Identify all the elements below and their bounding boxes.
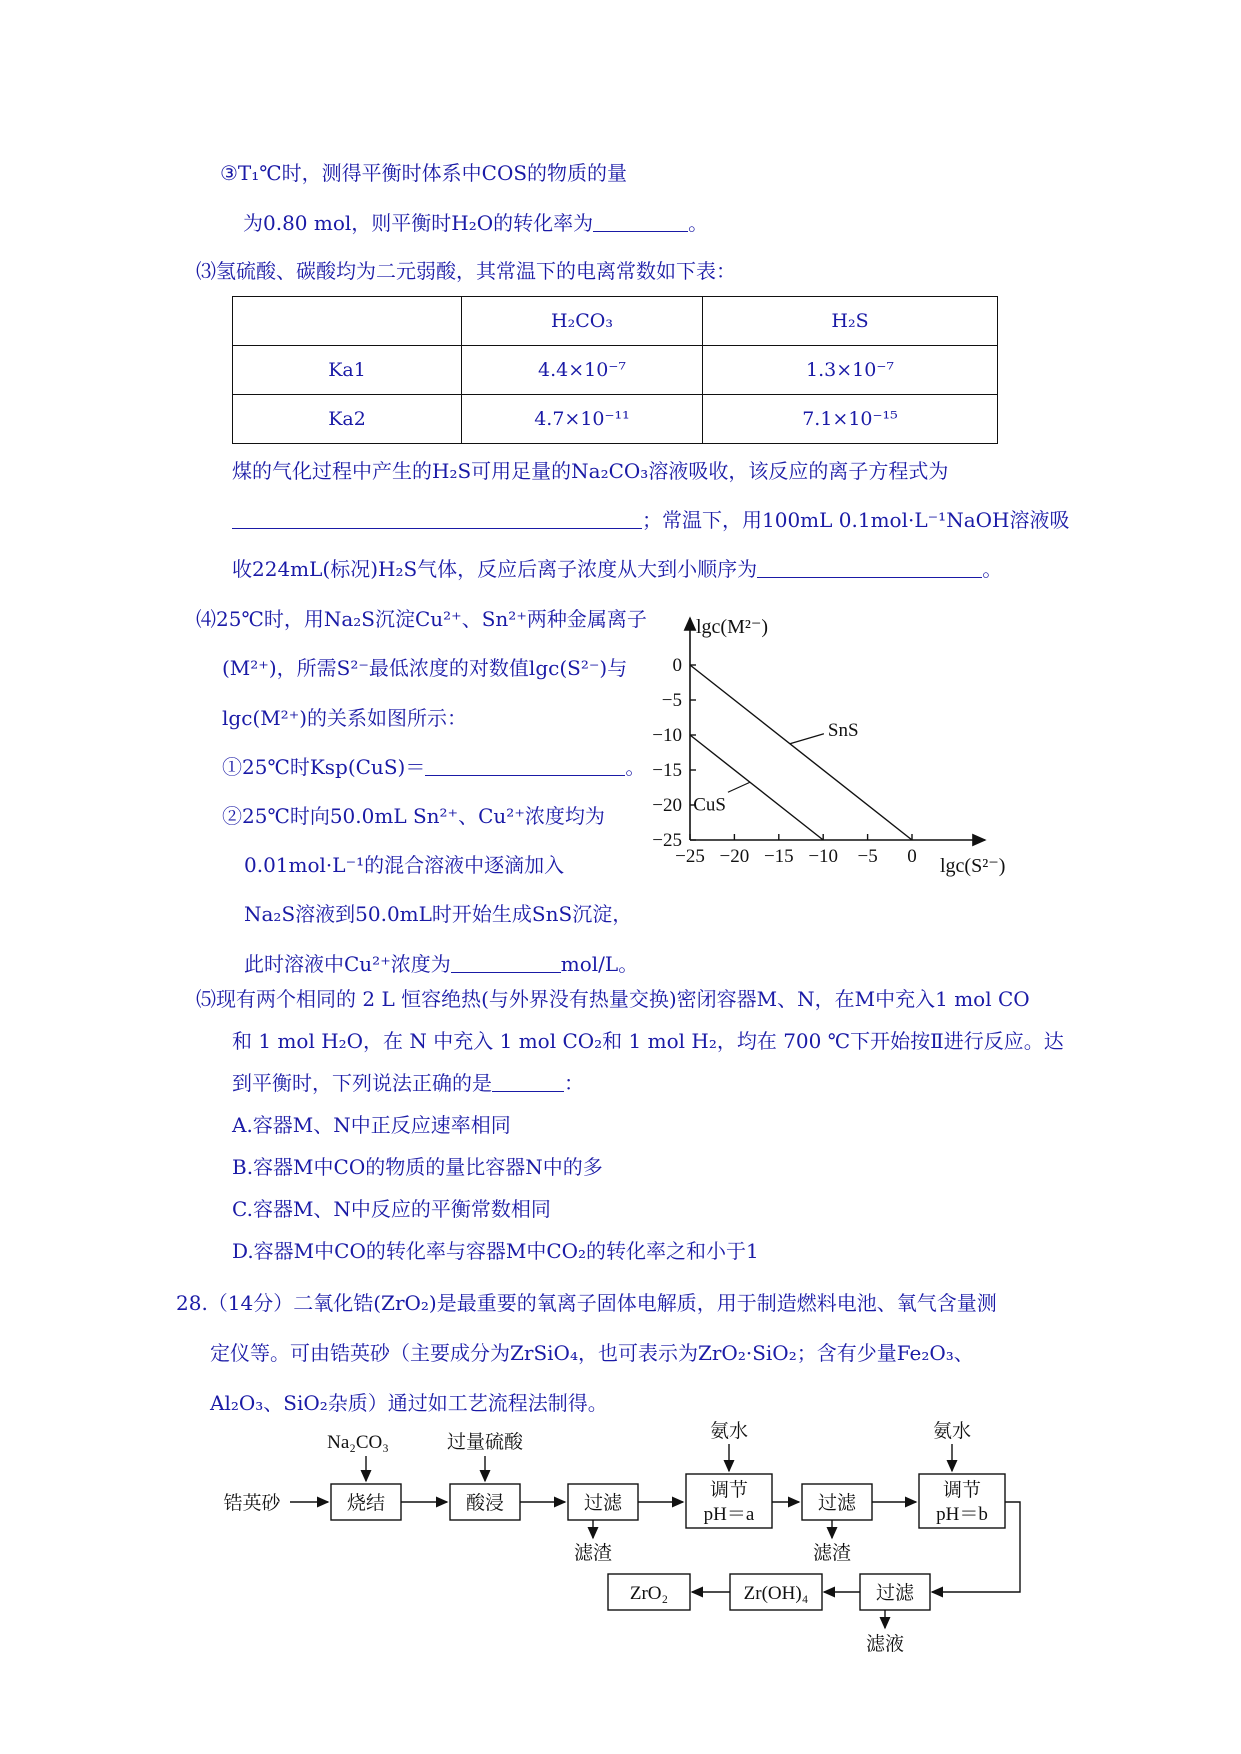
series-label-sns: SnS — [827, 719, 859, 741]
part4-line8-text: 此时溶液中Cu²⁺浓度为 — [244, 952, 451, 976]
table-cell-label: Ka2 — [233, 395, 462, 444]
part4-line4-text: ①25℃时Ksp(CuS)＝ — [222, 755, 426, 779]
x-tick-label: −5 — [857, 846, 878, 867]
y-axis-label: lgc(M²⁻) — [696, 616, 769, 638]
x-tick-label: −20 — [719, 846, 750, 867]
series-leader-sns — [790, 734, 824, 744]
flow-filter2-label: 过滤 — [817, 1493, 857, 1514]
ionization-constant-table — [232, 296, 998, 444]
y-tick-label: 0 — [672, 655, 682, 676]
table-header-row — [233, 297, 998, 346]
y-tick-label: −25 — [652, 830, 682, 851]
x-tick-label: 0 — [907, 846, 917, 867]
x-tick-label: −25 — [675, 846, 705, 867]
answer-blank-h2o-conversion[interactable] — [593, 211, 688, 232]
flow-residue1-label: 滤渣 — [573, 1543, 613, 1564]
q-3-3-text: 为0.80 mol，则平衡时H₂O的转化率为 — [243, 211, 594, 235]
option-b: B.容器M中CO的物质的量比容器N中的多 — [232, 1155, 603, 1179]
part5-line1: ⑸现有两个相同的 2 L 恒容绝热(与外界没有热量交换)密闭容器M、N，在M中充入1 mol CO — [196, 987, 1030, 1011]
q28-line1: 28.（14分）二氧化锆(ZrO₂)是最重要的氧离子固体电解质，用于制造燃料电池、氧气含量测 — [176, 1291, 997, 1315]
q-3-3-line1: ③T₁℃时，测得平衡时体系中COS的物质的量 — [220, 161, 628, 185]
process-flow-diagram — [210, 1420, 1050, 1660]
x-axis-label: lgc(S²⁻) — [940, 855, 1006, 877]
x-tick-label: −15 — [763, 846, 794, 867]
part3-para3-text: 收224mL(标况)H₂S气体，反应后离子浓度从大到小顺序为 — [232, 557, 758, 581]
part4-line5: ②25℃时向50.0mL Sn²⁺、Cu²⁺浓度均为 — [222, 804, 605, 828]
part5-line3 — [232, 1070, 584, 1096]
flow-leach-label: 酸浸 — [465, 1493, 505, 1514]
table-cell-value: 1.3×10⁻⁷ — [703, 346, 998, 395]
flow-adjust1-ph-label: pH＝a — [703, 1504, 755, 1525]
flow-ammonia2-label: 氨水 — [932, 1421, 972, 1442]
answer-blank-ksp-cus[interactable] — [425, 755, 625, 776]
flow-filtrate-label: 滤液 — [865, 1634, 905, 1655]
q28-line3: Al₂O₃、SiO₂杂质）通过如工艺流程法制得。 — [210, 1391, 608, 1415]
q-3-3-line2 — [243, 210, 708, 236]
table-header-empty — [233, 297, 462, 346]
table-header-h2s: H₂S — [703, 297, 998, 346]
x-tick-label: −10 — [808, 846, 839, 867]
part5-line3-text: 到平衡时，下列说法正确的是 — [232, 1071, 492, 1095]
flow-filter1-label: 过滤 — [583, 1493, 623, 1514]
flow-residue2-label: 滤渣 — [812, 1543, 852, 1564]
y-tick-label: −5 — [661, 690, 682, 711]
flow-input-label: 锆英砂 — [223, 1493, 281, 1514]
table-row — [233, 346, 998, 395]
series-label-cus: CuS — [693, 794, 726, 816]
unit-text: mol/L。 — [560, 952, 639, 976]
answer-blank-ion-order[interactable] — [757, 557, 982, 578]
flow-zroh4-label: Zr(OH)₄ — [743, 1583, 809, 1604]
flow-ammonia1-label: 氨水 — [709, 1421, 749, 1442]
colon: ： — [564, 1071, 584, 1095]
flow-adjust2-label: 调节 — [942, 1480, 982, 1501]
part4-line6: 0.01mol·L⁻¹的混合溶液中逐滴加入 — [244, 853, 565, 877]
table-row — [233, 395, 998, 444]
table-cell-value: 4.7×10⁻¹¹ — [462, 395, 703, 444]
table-header-h2co3: H₂CO₃ — [462, 297, 703, 346]
series-line-cus — [690, 735, 823, 840]
option-c: C.容器M、N中反应的平衡常数相同 — [232, 1197, 551, 1221]
part4-line1: ⑷25℃时，用Na₂S沉淀Cu²⁺、Sn²⁺两种金属离子 — [196, 607, 647, 631]
part4-line3: lgc(M²⁺)的关系如图所示： — [222, 706, 468, 730]
flow-sinter-label: 烧结 — [346, 1493, 386, 1514]
part3-para3 — [232, 556, 1002, 582]
flow-zro2-label: ZrO₂ — [629, 1583, 669, 1604]
table-cell-label: Ka1 — [233, 346, 462, 395]
answer-blank-ionic-equation[interactable] — [232, 508, 642, 529]
q28-line2: 定仪等。可由锆英砂（主要成分为ZrSiO₄，也可表示为ZrO₂·SiO₂；含有少量Fe₂O₃、 — [210, 1341, 974, 1365]
answer-blank-correct-option[interactable] — [492, 1071, 564, 1092]
flow-acid-label: 过量硫酸 — [446, 1432, 524, 1453]
lgc-chart — [640, 600, 1040, 880]
part3-para2-text: ；常温下，用100mL 0.1mol·L⁻¹NaOH溶液吸 — [642, 508, 1070, 532]
y-tick-label: −15 — [652, 760, 682, 781]
part4-line7: Na₂S溶液到50.0mL时开始生成SnS沉淀， — [244, 902, 633, 926]
option-d: D.容器M中CO的转化率与容器M中CO₂的转化率之和小于1 — [232, 1239, 759, 1263]
flow-na2co3-label: Na₂CO₃ — [327, 1432, 389, 1453]
period: 。 — [625, 755, 646, 779]
series-leader-cus — [728, 782, 750, 792]
period: 。 — [982, 557, 1003, 581]
part3-para1: 煤的气化过程中产生的H₂S可用足量的Na₂CO₃溶液吸收，该反应的离子方程式为 — [232, 459, 949, 483]
part5-line2: 和 1 mol H₂O，在 N 中充入 1 mol CO₂和 1 mol H₂，均在 700 ℃下开始按Ⅱ进行反应。达 — [232, 1029, 1064, 1053]
part4-line8 — [244, 951, 638, 977]
option-a: A.容器M、N中正反应速率相同 — [232, 1113, 511, 1137]
flow-adjust2-ph-label: pH＝b — [936, 1504, 988, 1525]
table-cell-value: 4.4×10⁻⁷ — [462, 346, 703, 395]
answer-blank-cu-concentration[interactable] — [451, 952, 561, 973]
part3-heading: ⑶氢硫酸、碳酸均为二元弱酸，其常温下的电离常数如下表： — [196, 259, 736, 283]
part4-line4 — [222, 754, 645, 780]
y-tick-label: −20 — [652, 795, 682, 816]
part4-line2: (M²⁺)，所需S²⁻最低浓度的对数值lgc(S²⁻)与 — [222, 656, 628, 680]
flow-adjust1-label: 调节 — [709, 1480, 749, 1501]
part3-para2 — [232, 507, 1069, 533]
flow-filter3-label: 过滤 — [875, 1583, 915, 1604]
period: 。 — [688, 211, 709, 235]
y-tick-label: −10 — [652, 725, 682, 746]
table-cell-value: 7.1×10⁻¹⁵ — [703, 395, 998, 444]
